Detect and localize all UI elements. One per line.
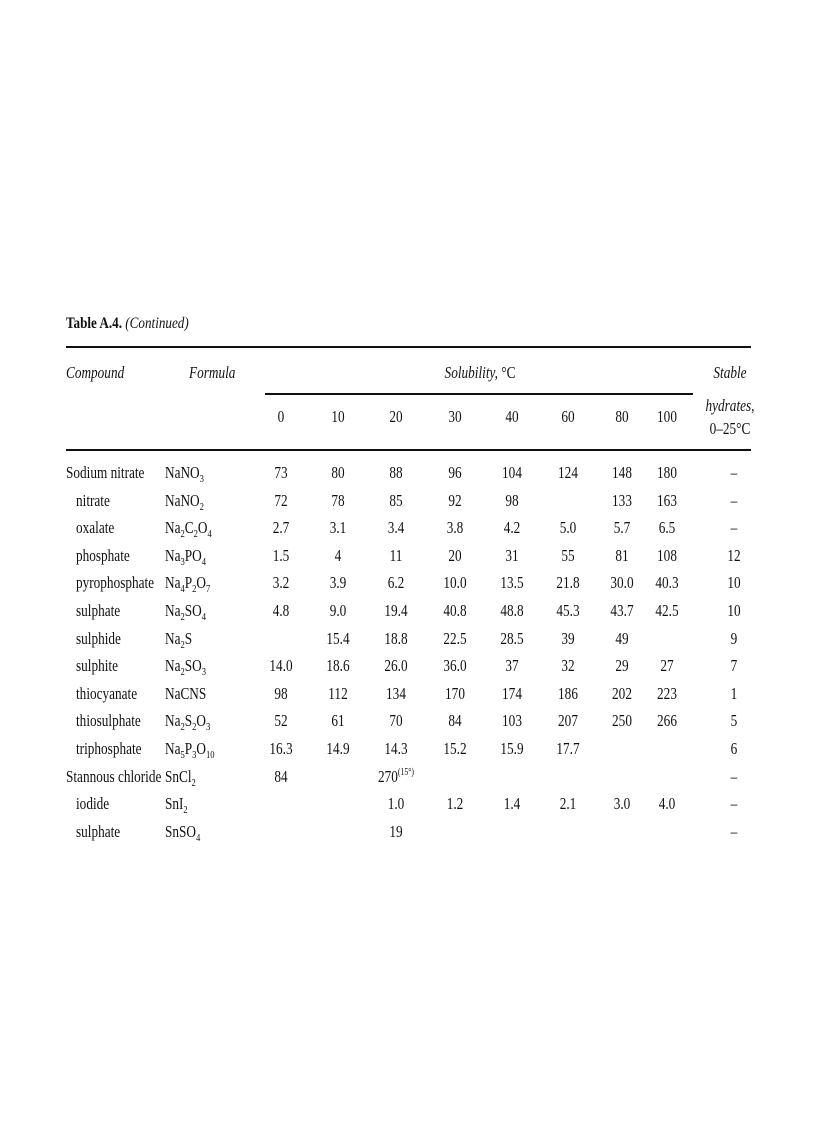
solubility-value (492, 684, 533, 704)
solubility-value (647, 684, 688, 704)
stable-hydrates-value: 6 (730, 739, 738, 758)
solubility-value (435, 656, 476, 676)
solubility-value-text: 70 (389, 711, 403, 731)
solubility-value (602, 601, 643, 621)
solubility-value (647, 546, 688, 566)
solubility-value-text: 103 (502, 711, 522, 731)
solubility-value (548, 684, 589, 704)
solubility-value-text: 3.1 (329, 518, 347, 538)
temperature-header: 0 (277, 407, 285, 426)
solubility-value-text: 266 (657, 711, 677, 731)
solubility-value-text: 108 (657, 545, 677, 565)
solubility-value-text: 3.9 (329, 573, 347, 593)
header-formula: Formula (189, 363, 236, 382)
formula (165, 794, 188, 816)
solubility-value-text: 3.4 (387, 518, 405, 538)
solubility-value-text: 61 (331, 711, 345, 731)
solubility-value (602, 684, 643, 704)
solubility-value (602, 656, 643, 676)
stable-hydrates-value: 9 (730, 628, 738, 648)
formula-subscript: 3 (192, 749, 197, 761)
compound-name: Sodium nitrate (66, 463, 145, 482)
solubility-value (647, 491, 688, 511)
stable-hydrates-value: – (730, 518, 738, 538)
solubility-value-text: 3.8 (446, 518, 464, 538)
solubility-value-text: 32 (561, 656, 575, 676)
solubility-value-text: 37 (505, 656, 519, 676)
solubility-value (435, 739, 476, 759)
solubility-value-text: 6.5 (658, 518, 676, 538)
formula-subscript: 2 (192, 721, 197, 734)
formula-text: Na (165, 573, 181, 593)
solubility-value (261, 573, 302, 593)
solubility-value-text: 2.7 (272, 518, 290, 538)
formula-text: S (184, 711, 193, 731)
temperature-header: 20 (389, 407, 403, 426)
solubility-value-text: 174 (502, 683, 522, 703)
formula-text: P (184, 739, 193, 758)
solubility-value (602, 573, 643, 593)
solubility-value (602, 711, 643, 731)
solubility-value (376, 573, 417, 593)
solubility-value (647, 518, 688, 538)
solubility-value-text: 17.7 (556, 739, 580, 758)
formula (165, 463, 204, 485)
solubility-value (435, 711, 476, 731)
solubility-value (602, 794, 643, 814)
solubility-value-text: 84 (274, 766, 288, 786)
solubility-value (318, 601, 359, 621)
solubility-value (602, 518, 643, 538)
formula-subscript: 3 (199, 473, 204, 485)
header-bottom-rule (66, 449, 751, 451)
formula-subscript: 2 (180, 611, 185, 623)
solubility-value-text: 18.8 (384, 628, 408, 648)
solubility-value (435, 629, 476, 649)
solubility-value (492, 601, 533, 621)
formula-subscript: 4 (201, 611, 206, 623)
temperature-note: (15°) (397, 766, 415, 778)
formula-text: Na (165, 545, 181, 565)
solubility-value (647, 463, 688, 483)
compound-name: sulphite (76, 656, 118, 676)
stable-hydrates-value: 5 (730, 711, 738, 731)
solubility-value-text: 15.4 (326, 628, 350, 648)
stable-hydrates-value: – (730, 766, 738, 786)
solubility-value-text: 4 (334, 545, 342, 565)
formula (165, 739, 215, 761)
solubility-value (492, 711, 533, 731)
formula-text: PO (184, 545, 202, 565)
formula-text: SO (184, 601, 202, 620)
solubility-value (376, 739, 417, 759)
formula-subscript: 2 (191, 776, 196, 789)
formula (165, 518, 212, 540)
solubility-value-text: 6.2 (387, 573, 405, 593)
solubility-value (318, 629, 359, 649)
formula-text: SO (184, 656, 202, 676)
solubility-value (318, 573, 359, 593)
solubility-value-text: 40.3 (655, 573, 679, 593)
formula-subscript: 4 (201, 555, 206, 568)
solubility-value-text: 134 (386, 683, 406, 703)
formula-text: Na (165, 656, 181, 676)
formula (165, 822, 200, 844)
solubility-value-text: 13.5 (500, 573, 524, 593)
solubility-value (376, 711, 417, 731)
solubility-value (376, 822, 417, 842)
solubility-value-text: 170 (445, 683, 465, 703)
solubility-value (376, 767, 417, 790)
solubility-value-text: 186 (558, 683, 578, 703)
header-solubility (402, 363, 558, 383)
solubility-value (548, 601, 589, 621)
solubility-value-text: 52 (274, 711, 288, 731)
solubility-value (261, 711, 302, 731)
solubility-value-text: 78 (331, 490, 345, 510)
formula-subscript: 2 (193, 528, 198, 541)
formula-subscript: 10 (206, 749, 215, 761)
solubility-value (548, 794, 589, 814)
formula-text: Na (165, 628, 181, 648)
header-stable-line2: hydrates, (705, 396, 755, 415)
solubility-value (492, 794, 533, 814)
formula-subscript: 3 (180, 555, 185, 568)
stable-hydrates-value: 7 (730, 656, 738, 676)
solubility-value (435, 518, 476, 538)
solubility-value (492, 518, 533, 538)
temperature-header: 60 (561, 407, 575, 426)
formula-subscript: 2 (192, 583, 197, 596)
solubility-value (492, 739, 533, 759)
stable-hydrates-value: 1 (730, 683, 738, 703)
solubility-rule (265, 393, 693, 395)
solubility-value (318, 711, 359, 731)
solubility-value-text: 133 (612, 490, 632, 510)
solubility-value (435, 684, 476, 704)
formula-text: Na (165, 518, 181, 538)
solubility-value-text: 5.7 (613, 518, 631, 538)
formula-text: S (184, 628, 193, 648)
solubility-value-text: 1.2 (446, 794, 464, 814)
solubility-value (492, 546, 533, 566)
header-compound: Compound (66, 363, 125, 382)
solubility-value-text: 4.8 (272, 601, 290, 620)
formula (165, 629, 192, 651)
formula-text: O (197, 518, 208, 538)
compound-name: pyrophosphate (76, 573, 155, 593)
formula-text: P (184, 573, 193, 593)
solubility-value-text: 15.9 (500, 739, 524, 758)
solubility-value-text: 1.4 (503, 794, 521, 814)
solubility-value-text: 14.3 (384, 739, 408, 758)
solubility-value-text: 28.5 (500, 628, 524, 648)
formula-text: SnSO (165, 821, 196, 841)
formula-text: Na (165, 711, 181, 731)
stable-hydrates-value: – (730, 490, 738, 510)
solubility-value (647, 794, 688, 814)
solubility-value (548, 629, 589, 649)
table-continued: (Continued) (125, 315, 189, 332)
solubility-value (435, 491, 476, 511)
solubility-value-text: 11 (389, 545, 403, 565)
formula-subscript: 2 (199, 500, 204, 513)
formula (165, 573, 210, 595)
solubility-value-text: 43.7 (610, 601, 634, 620)
formula-text: O (196, 573, 207, 593)
solubility-value-text: 180 (657, 463, 677, 482)
formula-subscript: 4 (195, 831, 201, 844)
solubility-value-text: 4.2 (503, 518, 521, 538)
solubility-value-text: 48.8 (500, 601, 524, 620)
solubility-value-text: 39 (561, 628, 575, 648)
formula-subscript: 2 (180, 638, 185, 651)
solubility-value-text: 88 (389, 463, 403, 482)
temperature-header: 100 (657, 407, 677, 426)
solubility-value (261, 546, 302, 566)
solubility-value (261, 739, 302, 759)
compound-name: Stannous chloride (66, 766, 162, 786)
solubility-value (376, 463, 417, 483)
solubility-value (548, 656, 589, 676)
formula-text: C (184, 518, 194, 538)
solubility-value (261, 491, 302, 511)
solubility-value (435, 463, 476, 483)
solubility-value (376, 546, 417, 566)
formula-subscript: 2 (183, 804, 188, 817)
solubility-value (318, 546, 359, 566)
formula (165, 491, 204, 513)
solubility-value-text: 81 (615, 545, 629, 565)
solubility-value (548, 463, 589, 483)
solubility-value-text: 19 (389, 821, 403, 841)
solubility-value-text: 84 (448, 711, 462, 731)
stable-hydrates-value: 12 (727, 545, 741, 565)
solubility-value (261, 684, 302, 704)
solubility-value (318, 684, 359, 704)
solubility-value-text: 22.5 (443, 628, 467, 648)
formula-subscript: 5 (180, 749, 185, 761)
solubility-value-text: 29 (615, 656, 629, 676)
formula-subscript: 3 (206, 721, 211, 734)
formula-text: O (196, 739, 207, 758)
solubility-value (647, 601, 688, 621)
compound-name: thiocyanate (76, 683, 138, 703)
solubility-value (602, 463, 643, 483)
solubility-value-text: 73 (274, 463, 288, 482)
solubility-value (376, 491, 417, 511)
solubility-value-text: 96 (448, 463, 462, 482)
solubility-value (435, 573, 476, 593)
solubility-value-text: 250 (612, 711, 632, 731)
solubility-value (492, 573, 533, 593)
formula-text: Na (165, 601, 181, 620)
solubility-value-text: 112 (328, 683, 348, 703)
stable-hydrates-value: – (730, 794, 738, 814)
solubility-value (376, 601, 417, 621)
formula-subscript: 2 (180, 666, 185, 679)
formula-subscript: 3 (201, 666, 206, 679)
solubility-value (492, 491, 533, 511)
header-solubility-unit: °C (501, 363, 516, 382)
solubility-value-text: 207 (558, 711, 578, 731)
solubility-value (318, 656, 359, 676)
solubility-value (647, 711, 688, 731)
top-rule (66, 346, 751, 348)
formula-text: Na (165, 739, 181, 758)
compound-name: iodide (76, 794, 110, 814)
solubility-value-text: 72 (274, 490, 288, 510)
solubility-value (318, 739, 359, 759)
solubility-value-text: 92 (448, 490, 462, 510)
compound-name: sulphate (76, 821, 121, 841)
solubility-value-text: 1.5 (272, 545, 290, 565)
stable-hydrates-value: – (730, 821, 738, 841)
formula (165, 656, 206, 678)
solubility-value (548, 546, 589, 566)
solubility-value-text: 40.8 (443, 601, 467, 620)
solubility-value-text: 19.4 (384, 601, 408, 620)
formula-text: SnI (165, 794, 184, 814)
solubility-value-text: 1.0 (387, 794, 405, 814)
solubility-value (261, 518, 302, 538)
solubility-value (647, 573, 688, 593)
solubility-value-text: 10.0 (443, 573, 467, 593)
solubility-value-text: 98 (505, 490, 519, 510)
solubility-value-text: 163 (657, 490, 677, 510)
solubility-value (261, 601, 302, 621)
solubility-value-text: 270 (377, 766, 398, 786)
solubility-value (602, 629, 643, 649)
solubility-value-text: 26.0 (384, 656, 408, 676)
formula-subscript: 2 (180, 721, 185, 734)
formula-subscript: 4 (180, 583, 185, 596)
compound-name: phosphate (76, 545, 130, 565)
solubility-value-text: 42.5 (655, 601, 679, 620)
solubility-value (376, 518, 417, 538)
solubility-value-text: 15.2 (443, 739, 467, 758)
solubility-value (492, 629, 533, 649)
formula-text: NaNO (165, 463, 200, 482)
solubility-value (602, 491, 643, 511)
solubility-value-text: 3.0 (613, 794, 631, 814)
solubility-value-text: 31 (505, 545, 519, 565)
solubility-value (261, 656, 302, 676)
solubility-value (376, 794, 417, 814)
formula (165, 711, 210, 733)
formula (165, 684, 206, 704)
solubility-value-text: 3.2 (272, 573, 290, 593)
table-caption (66, 315, 189, 333)
solubility-value-text: 104 (502, 463, 522, 482)
stable-hydrates-value: 10 (727, 573, 741, 593)
header-solubility-label: Solubility, (444, 363, 502, 382)
temperature-header: 30 (448, 407, 462, 426)
solubility-value-text: 36.0 (443, 656, 467, 676)
solubility-value-text: 148 (612, 463, 632, 482)
compound-name: triphosphate (76, 739, 142, 758)
solubility-value (435, 601, 476, 621)
solubility-value (376, 629, 417, 649)
compound-name: sulphide (76, 628, 121, 648)
solubility-value-text: 30.0 (610, 573, 634, 593)
header-stable-line1: Stable (713, 363, 747, 382)
compound-name: sulphate (76, 601, 121, 620)
solubility-value (492, 463, 533, 483)
solubility-value-text: 27 (660, 656, 674, 676)
solubility-value-text: 21.8 (556, 573, 580, 593)
solubility-value-text: 124 (558, 463, 578, 482)
solubility-value-text: 45.3 (556, 601, 580, 620)
solubility-value-text: 20 (448, 545, 462, 565)
temperature-header: 80 (615, 407, 629, 426)
stable-hydrates-value: 10 (727, 601, 741, 620)
formula-subscript: 4 (207, 528, 212, 541)
temperature-header: 40 (505, 407, 519, 426)
solubility-value-text: 4.0 (658, 794, 676, 814)
solubility-value (602, 546, 643, 566)
solubility-value-text: 14.0 (269, 656, 293, 676)
solubility-value (318, 491, 359, 511)
solubility-value-text: 14.9 (326, 739, 350, 758)
solubility-value-text: 16.3 (269, 739, 293, 758)
temperature-header: 10 (331, 407, 345, 426)
formula-subscript: 7 (206, 583, 211, 596)
solubility-value-text: 5.0 (559, 518, 577, 538)
formula-text: NaNO (165, 490, 200, 510)
header-stable-line3: 0–25°C (709, 419, 751, 438)
solubility-value-text: 2.1 (559, 794, 577, 814)
solubility-value (318, 518, 359, 538)
solubility-value (548, 518, 589, 538)
formula-text: NaCNS (165, 683, 207, 703)
solubility-value (492, 656, 533, 676)
solubility-value (261, 463, 302, 483)
compound-name: thiosulphate (76, 711, 141, 731)
stable-hydrates-value: – (730, 463, 738, 482)
solubility-value-text: 98 (274, 683, 288, 703)
solubility-value-text: 49 (615, 628, 629, 648)
solubility-value (435, 546, 476, 566)
formula (165, 546, 206, 568)
solubility-value (548, 711, 589, 731)
solubility-value (548, 739, 589, 759)
formula (165, 601, 206, 623)
solubility-value-text: 18.6 (326, 656, 350, 676)
solubility-value (548, 573, 589, 593)
solubility-value (376, 684, 417, 704)
solubility-value-text: 223 (657, 683, 677, 703)
solubility-value-text: 9.0 (329, 601, 347, 620)
formula-text: O (196, 711, 207, 731)
formula-text: SnCl (165, 766, 192, 786)
formula-subscript: 2 (180, 528, 185, 541)
table-label: Table A.4. (66, 315, 123, 332)
solubility-value (318, 463, 359, 483)
compound-name: oxalate (76, 518, 115, 538)
solubility-value-text: 80 (331, 463, 345, 482)
compound-name: nitrate (76, 490, 110, 510)
solubility-value (647, 656, 688, 676)
solubility-value-text: 202 (612, 683, 632, 703)
formula (165, 767, 196, 789)
solubility-value-text: 85 (389, 490, 403, 510)
solubility-value (435, 794, 476, 814)
solubility-value-text: 55 (561, 545, 575, 565)
solubility-value (261, 767, 302, 787)
solubility-value (376, 656, 417, 676)
